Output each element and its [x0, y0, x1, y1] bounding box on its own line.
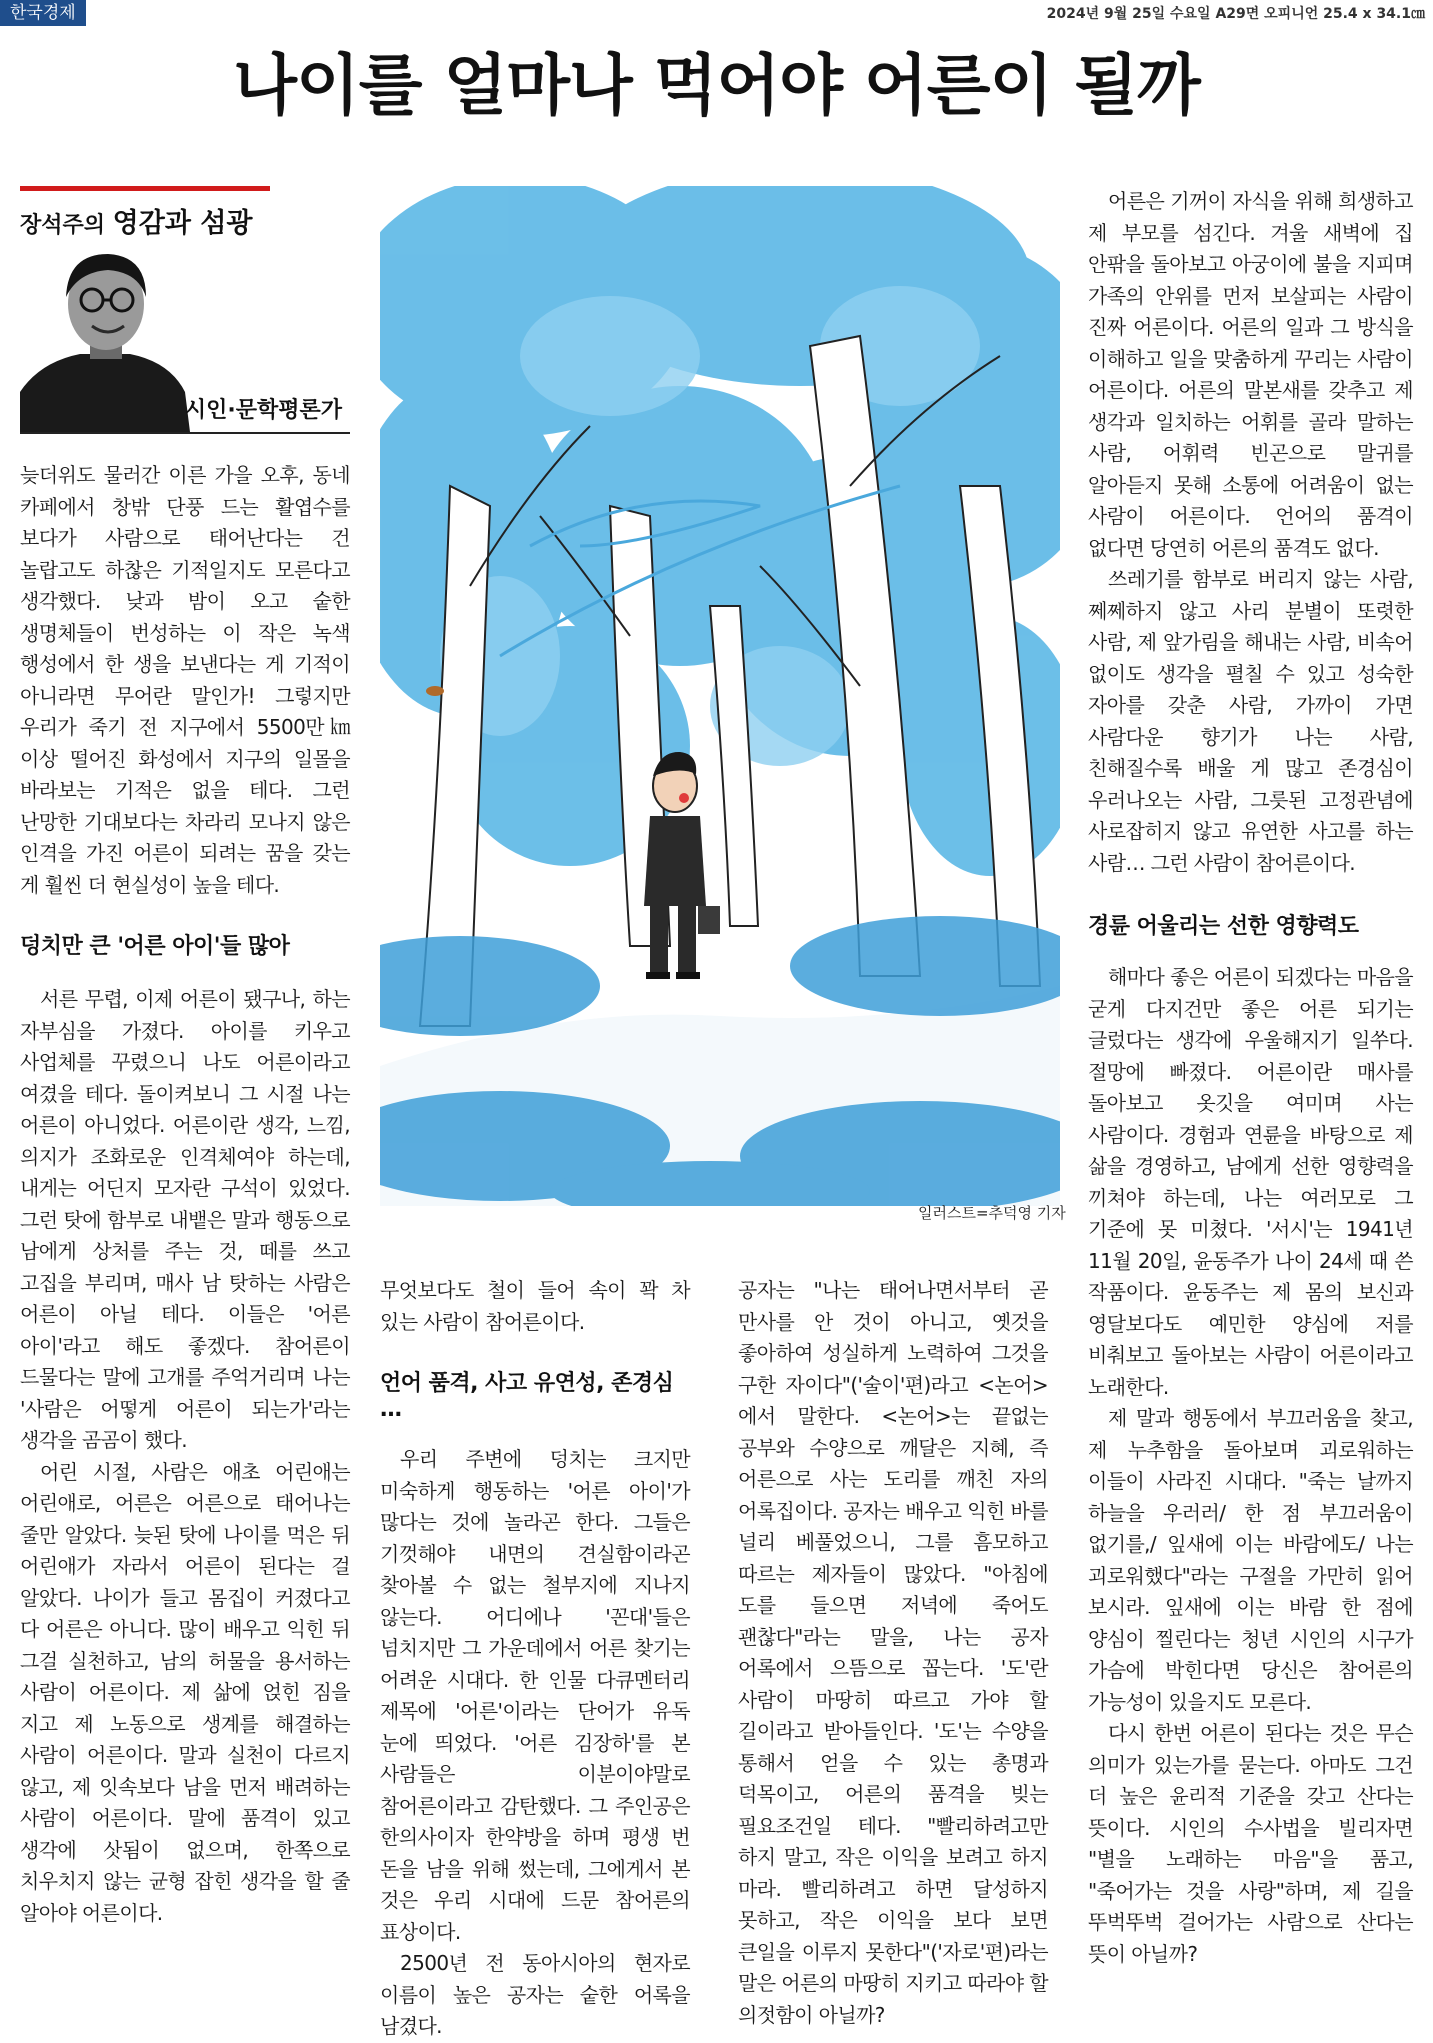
article-column-1 [20, 460, 350, 1929]
illustration [380, 186, 1060, 1206]
paragraph: 우리 주변에 덩치는 크지만 미숙하게 행동하는 '어른 아이'가 많다는 것에 놀라곤 한다. 그들은 기껏해야 내면의 견실함이라곤 찾아볼 수 없는 철부지에 지나지 않는다. 어디에나 '꼰대'들은 넘치지만 그 가운데에서 어른 찾기는 어려운 시대다. 한 인물 다큐멘터리 제목에 '어른'이라는 단어가 유독 눈에 띄었다. '어른 김장하'를 본 사람들은 이분이야말로 참어른이라고 감탄했다. 그 주인공은 한의사이자 한약방을 하며 평생 번 돈을 남을 위해 썼는데, 그에게서 본 것은 우리 시대에 드문 참어른의 표상이다. [380, 1447, 690, 1944]
article-column-4 [1088, 186, 1413, 1970]
subheading: 경륜 어울리는 선한 영향력도 [1088, 914, 1359, 939]
paragraph: 공자는 "나는 태어나면서부터 곧 만사를 안 것이 아니고, 옛것을 좋아하여 성실하게 노력하여 그것을 구한 자이다"('술이'편)라고 <논어>에서 말한다. <논어>는 끝없는 공부와 수양으로 깨달은 지혜, 즉 어른으로 사는 도리를 깨친 자의 어록집이다. 공자는 배우고 익힌 바를 널리 베풀었으니, 그를 흠모하고 따르는 제자들이 많았다. "아침에 도를 들으면 저녁에 죽어도 괜찮다"라는 말을, 나는 공자 어록에서 으뜸으로 꼽는다. '도'란 사람이 마땅히 따르고 가야 할 길이라고 받아들인다. '도'는 수양을 통해서 얻을 수 있는 총명과 덕목이고, 어른의 품격을 빚는 필요조건일 테다. "빨리하려고만 하지 말고, 작은 이익을 보려고 하지 마라. 빨리하려고 하면 달성하지 못하고, 작은 이익을 보다 보면 큰일을 이루지 못한다"('자로'편)라는 말은 어른의 마땅히 지키고 따라야 할 의젓함이 아닐까? [738, 1278, 1048, 2027]
illustration-credit: 일러스트=추덕영 기자 [918, 1204, 1066, 1222]
author-title: 시인·문학평론가 [184, 398, 342, 423]
publication-info: 2024년 9월 25일 수요일 A29면 오피니언 25.4 x 34.1㎝ [1046, 6, 1425, 22]
paragraph: 늦더위도 물러간 이른 가을 오후, 동네 카페에서 창밖 단풍 드는 활엽수를 보다가 사람으로 태어난다는 건 놀랍고도 하찮은 기적일지도 모른다고 생각했다. 낮과 밤이 오고 숱한 생명체들이 번성하는 이 작은 녹색 행성에서 한 생을 보낸다는 게 기적이 아니라면 무어란 말인가! 그렇지만 우리가 죽기 전 지구에서 5500만㎞ 이상 떨어진 화성에서 지구의 일몰을 바라보는 기적은 없을 테다. 그런 난망한 기대보다는 차라리 모나지 않은 인격을 가진 어른이 되려는 꿈을 갖는 게 훨씬 더 현실성이 높을 테다. [20, 463, 350, 897]
subheading: 언어 품격, 사고 유연성, 존경심 … [380, 1371, 674, 1422]
article-column-2 [380, 1275, 690, 2043]
paragraph: 서른 무렵, 이제 어른이 됐구나, 하는 자부심을 가졌다. 아이를 키우고 사업체를 꾸렸으니 나도 어른이라고 여겼을 테다. 돌이켜보니 그 시절 나는 어른이 아니었다. 어른이란 생각, 느낌, 의지가 조화로운 인격체여야 하는데, 내게는 어딘지 모자란 구석이 있었다. 그런 탓에 함부로 내뱉은 말과 행동으로 남에게 상처를 주는 것, 떼를 쓰고 고집을 부리며, 매사 남 탓하는 사람은 어른이 아닐 테다. 이들은 '어른 아이'라고 해도 좋겠다. 참어른이 드물다는 말에 고개를 주억거리며 나는 '사람은 어떻게 어른이 되는가'라는 생각을 곰곰이 했다. [20, 987, 350, 1452]
paragraph: 다시 한번 어른이 된다는 것은 무슨 의미가 있는가를 묻는다. 아마도 그건 더 높은 윤리적 기준을 갖고 산다는 뜻이다. 시인의 수사법을 빌리자면 "별을 노래하는 마음"을 품고, "죽어가는 것을 사랑"하며, 제 길을 뚜벅뚜벅 걸어가는 사람으로 산다는 뜻이 아닐까? [1088, 1721, 1413, 1966]
column-label [20, 186, 270, 240]
masthead [0, 0, 1433, 26]
newspaper-name: 한국경제 [0, 0, 86, 26]
paragraph: 쓰레기를 함부로 버리지 않는 사람, 쩨쩨하지 않고 사리 분별이 또렷한 사람, 제 앞가림을 해내는 사람, 비속어 없이도 생각을 펼칠 수 있고 성숙한 자아를 갖춘 사람, 가까이 가면 사람다운 향기가 나는 사람, 친해질수록 배울 게 많고 존경심이 우러나오는 사람, 그릇된 고정관념에 사로잡히지 않고 유연한 사고를 하는 사람… 그런 사람이 참어른이다. [1088, 567, 1413, 875]
column-label-main: 영감과 섬광 [112, 208, 253, 239]
paragraph: 무엇보다도 철이 들어 속이 꽉 차 있는 사람이 참어른이다. [380, 1278, 690, 1334]
paragraph: 어린 시절, 사람은 애초 어린애는 어린애로, 어른은 어른으로 태어나는 줄만 알았다. 늦된 탓에 나이를 먹은 뒤 어린애가 자라서 어른이 된다는 걸 알았다. 나이가 들고 몸집이 커졌다고 다 어른은 아니다. 많이 배우고 익힌 뒤 그걸 실천하고, 남의 허물을 용서하는 사람이 어른이다. 제 삶에 얹힌 짐을 지고 제 노동으로 생계를 해결하는 사람이 어른이다. 말과 실천이 다르지 않고, 제 잇속보다 남을 먼저 배려하는 사람이 어른이다. 말에 품격이 있고 생각에 삿됨이 없으며, 한쪽으로 치우치지 않는 균형 잡힌 생각을 할 줄 알아야 어른이다. [20, 1459, 350, 1925]
headline: 나이를 얼마나 먹어야 어른이 될까 [233, 47, 1200, 124]
paragraph: 해마다 좋은 어른이 되겠다는 마음을 굳게 다지건만 좋은 어른 되기는 글렀다는 생각에 우울해지기 일쑤다. 절망에 빠졌다. 어른이란 매사를 돌아보고 옷깃을 여미며 사는 사람이다. 경험과 연륜을 바탕으로 제 삶을 경영하고, 남에게 선한 영향력을 끼쳐야 하는데, 나는 여러모로 그 기준에 못 미쳤다. '서시'는 1941년 11월 20일, 윤동주가 나이 24세 때 쓴 작품이다. 윤동주는 제 몸의 보신과 영달보다도 예민한 양심에 저를 비춰보고 돌아보는 사람이 어른이라고 노래한다. [1088, 965, 1413, 1399]
paragraph: 어른은 기꺼이 자식을 위해 희생하고 제 부모를 섬긴다. 겨울 새벽에 집 안팎을 돌아보고 아궁이에 불을 지피며 가족의 안위를 먼저 보살피는 사람이 진짜 어른이다. 어른의 일과 그 방식을 이해하고 일을 맞춤하게 꾸리는 사람이 어른이다. 어른의 말본새를 갖추고 제 생각과 일치하는 어휘를 골라 말하는 사람, 어휘력 빈곤으로 말귀를 알아듣지 못해 소통에 어려움이 없는 사람이 어른이다. 언어의 품격이 없다면 당연히 어른의 품격도 없다. [1088, 189, 1413, 560]
forest-illustration [380, 186, 1060, 1206]
author-box [20, 242, 350, 434]
paragraph: 2500년 전 동아시아의 현자로 이름이 높은 공자는 숱한 어록을 남겼다. [380, 1951, 690, 2038]
column-label-prefix: 장석주의 [20, 213, 113, 238]
subheading: 덩치만 큰 '어른 아이'들 많아 [20, 934, 290, 959]
article-column-3 [738, 1275, 1048, 2031]
paragraph: 제 말과 행동에서 부끄러움을 찾고, 제 누추함을 돌아보며 괴로워하는 이들이 사라진 시대다. "죽는 날까지 하늘을 우러러/ 한 점 부끄러움이 없기를,/ 잎새에 이는 바람에도/ 나는 괴로워했다"라는 구절을 가만히 읽어 보시라. 잎새에 이는 바람 한 점에 양심이 찔린다는 청년 시인의 시구가 가슴에 박힌다면 당신은 참어른의 가능성이 있을지도 모른다. [1088, 1406, 1413, 1714]
